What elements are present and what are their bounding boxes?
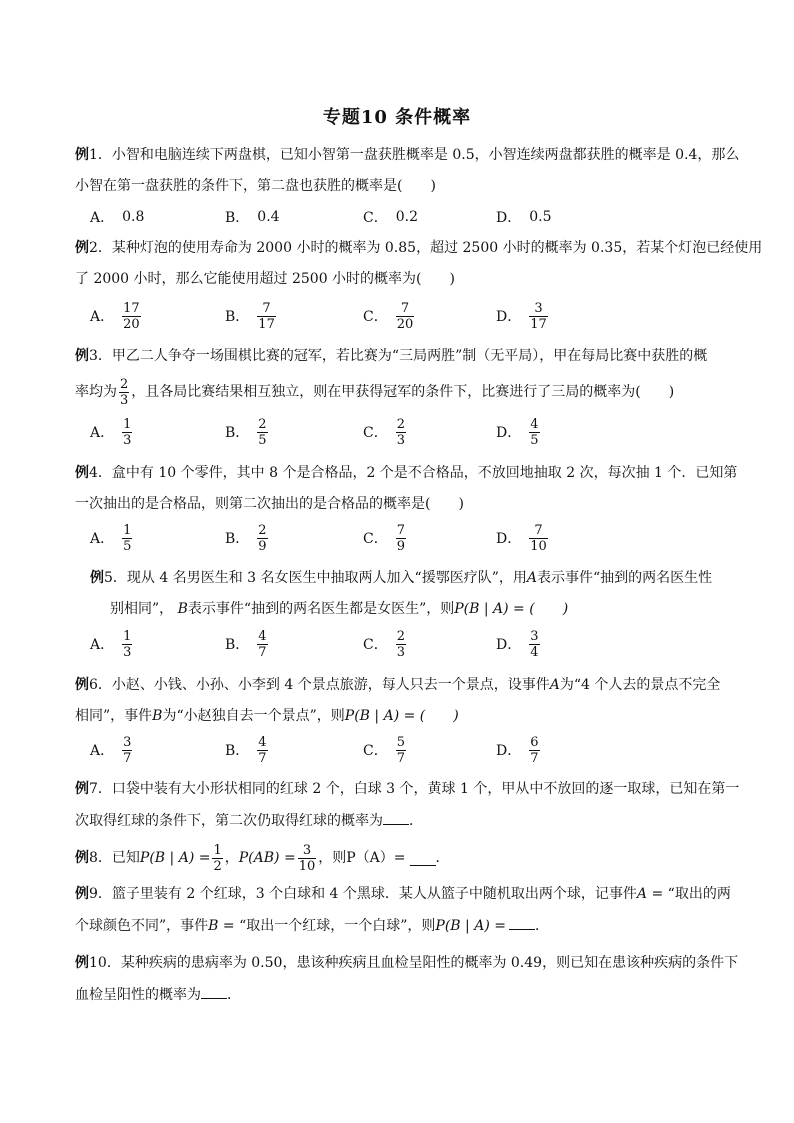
question-1 <box>75 145 740 196</box>
option-value: 0.4 <box>257 209 280 225</box>
denominator: 7 <box>258 750 267 766</box>
denominator: 3 <box>120 392 129 408</box>
question-3 <box>75 346 725 410</box>
question-text: 一次抽出的是合格品，则第二次抽出的是合格品的概率是( ) <box>75 496 464 512</box>
numerator: 4 <box>258 734 267 750</box>
option-fraction <box>396 417 406 448</box>
numerator: 4 <box>258 628 267 644</box>
question-text: ，则 <box>318 850 347 866</box>
question-label: 例 <box>90 570 104 586</box>
numerator: 2 <box>258 416 267 432</box>
question-number: 7． <box>89 781 112 797</box>
question-number: 4． <box>89 465 112 481</box>
options-2 <box>90 298 730 334</box>
question-text: 次取得红球的条件下，第二次仍取得红球的概率为 <box>75 813 383 829</box>
numerator: 7 <box>396 522 405 538</box>
question-text: 小赵、小钱、小孙、小李到 4 个景点旅游，每人只去一个景点，设事件 <box>111 677 550 693</box>
question-text: 小智在第一盘获胜的条件下，第二盘也获胜的概率是( ) <box>75 178 436 194</box>
question-text: 小智和电脑连续下两盘棋，已知小智第一盘获胜概率是 0.5，小智连续两盘都获胜的概率是 0.4，那么 <box>111 147 740 163</box>
question-number: 1． <box>89 147 112 163</box>
sentence-end: ． <box>409 813 423 829</box>
question-text: 现从 4 名男医生和 3 名女医生中抽取两人加入“援鄂医疗队”，用 <box>126 570 527 586</box>
option-d[interactable] <box>496 298 548 334</box>
option-key: C． <box>363 309 388 325</box>
question-label: 例 <box>75 240 89 256</box>
numerator: 3 <box>530 628 539 644</box>
event-a-symbol: A = <box>636 886 664 902</box>
probability-expression: P(B | A) = ( ) <box>344 708 459 724</box>
option-value: 0.2 <box>395 209 418 225</box>
option-fraction <box>122 629 132 660</box>
option-fraction <box>257 523 267 554</box>
option-c[interactable] <box>363 414 406 450</box>
denominator: 4 <box>530 644 539 660</box>
option-key: A． <box>90 210 115 226</box>
question-text: 了 2000 小时，那么它能使用超过 2500 小时的概率为( ) <box>75 271 455 287</box>
inline-fraction <box>298 843 317 874</box>
option-fraction <box>122 735 132 766</box>
options-5 <box>90 626 730 662</box>
denominator: 20 <box>123 316 140 332</box>
question-label: 例 <box>75 886 89 902</box>
question-text: ，且各局比赛结果相互独立，则在甲获得冠军的条件下，比赛进行了三局的概率为( ) <box>131 384 675 400</box>
option-fraction <box>122 301 141 332</box>
probability-expression: P(B | A) = ( ) <box>454 601 569 617</box>
question-text: 别相同”， <box>110 601 174 617</box>
sentence-end: ． <box>534 918 549 934</box>
option-a[interactable] <box>90 298 141 334</box>
option-value: 0.8 <box>122 209 145 225</box>
question-label: 例 <box>75 147 89 163</box>
option-key: C． <box>363 210 388 226</box>
question-text: 为“4 个人去的景点不完全 <box>559 677 721 693</box>
option-d[interactable] <box>496 199 552 235</box>
denominator: 9 <box>396 538 405 554</box>
option-fraction <box>529 417 539 448</box>
option-fraction <box>122 417 132 448</box>
question-8 <box>75 840 725 876</box>
option-b[interactable] <box>225 199 280 235</box>
event-b-symbol: B <box>152 708 163 724</box>
option-key: C． <box>363 425 388 441</box>
option-key: C． <box>363 637 388 653</box>
option-a[interactable] <box>90 732 132 768</box>
options-4 <box>90 520 730 556</box>
option-key: C． <box>363 743 388 759</box>
option-fraction <box>257 417 267 448</box>
question-6 <box>75 675 725 726</box>
option-c[interactable] <box>363 199 418 235</box>
numerator: 3 <box>302 842 312 858</box>
denominator: 7 <box>530 750 539 766</box>
option-key: A． <box>90 309 115 325</box>
answer-blank[interactable] <box>201 984 227 999</box>
option-b[interactable] <box>225 414 268 450</box>
denominator: 5 <box>530 432 539 448</box>
option-key: A． <box>90 637 115 653</box>
denominator: 10 <box>298 858 316 874</box>
question-label: 例 <box>75 677 89 693</box>
question-text: 率均为 <box>75 384 117 400</box>
question-number: 6． <box>89 677 112 693</box>
numerator: 6 <box>530 734 539 750</box>
option-key: A． <box>90 743 115 759</box>
probability-expression: P(B | A) = <box>139 850 211 866</box>
question-number: 9． <box>89 886 112 902</box>
numerator: 7 <box>534 522 543 538</box>
numerator: 1 <box>213 842 222 858</box>
option-key: B． <box>225 309 250 325</box>
option-d[interactable] <box>496 520 548 556</box>
numerator: 2 <box>258 522 267 538</box>
option-fraction <box>396 735 406 766</box>
numerator: 4 <box>530 416 539 432</box>
question-text: 已知 <box>111 850 140 866</box>
option-d[interactable] <box>496 414 540 450</box>
denominator: 7 <box>123 750 132 766</box>
question-text: 盒中有 10 个零件，其中 8 个是合格品，2 个是不合格品，不放回地抽取 2 次，每次抽 1 个．已知第 <box>111 465 738 481</box>
question-label: 例 <box>75 348 89 364</box>
option-value: 0.5 <box>529 209 552 225</box>
question-text: 某种灯泡的使用寿命为 2000 小时的概率为 0.85，超过 2500 小时的概率为 0.35，若某个灯泡已经使用 <box>111 240 763 256</box>
question-label: 例 <box>75 955 89 971</box>
option-b[interactable] <box>225 520 268 556</box>
options-3 <box>90 414 730 450</box>
numerator: 2 <box>396 628 405 644</box>
denominator: 5 <box>123 538 132 554</box>
inline-fraction <box>119 377 129 408</box>
option-fraction <box>529 523 548 554</box>
denominator: 3 <box>396 432 405 448</box>
option-key: D． <box>496 425 522 441</box>
option-c[interactable] <box>363 732 406 768</box>
option-key: D． <box>496 309 522 325</box>
option-key: A． <box>90 425 115 441</box>
option-d[interactable] <box>496 626 540 662</box>
answer-blank[interactable] <box>410 851 436 866</box>
numerator: 1 <box>123 416 132 432</box>
option-a[interactable] <box>90 414 132 450</box>
event-b-symbol: B = <box>208 918 235 934</box>
numerator: 3 <box>123 734 132 750</box>
option-b[interactable] <box>225 298 276 334</box>
option-c[interactable] <box>363 298 414 334</box>
option-c[interactable] <box>363 520 406 556</box>
probability-expression: P(B | A) = <box>435 918 506 934</box>
options-1 <box>90 199 730 235</box>
question-number: 5． <box>104 570 127 586</box>
numerator: 17 <box>123 300 140 316</box>
probability-expression: P（A）= <box>346 850 406 866</box>
numerator: 7 <box>400 300 410 316</box>
question-label: 例 <box>75 850 89 866</box>
event-b-symbol: B <box>177 601 188 617</box>
separator: ， <box>224 850 239 866</box>
question-text: “取出一个红球，一个白球”，则 <box>239 918 436 934</box>
numerator: 3 <box>534 300 543 316</box>
denominator: 10 <box>530 538 547 554</box>
numerator: 5 <box>396 734 405 750</box>
option-key: D． <box>496 637 522 653</box>
question-text: 表示事件“抽到的两名医生都是女医生”，则 <box>187 601 455 617</box>
option-key: B． <box>225 637 250 653</box>
question-10 <box>75 953 739 1004</box>
answer-blank[interactable] <box>509 915 535 930</box>
question-2 <box>75 238 763 289</box>
question-text: 某种疾病的患病率为 0.50，患该种疾病且血检呈阳性的概率为 0.49，则已知在患该种疾病的条件下 <box>120 955 739 971</box>
denominator: 3 <box>396 644 405 660</box>
option-fraction <box>529 735 539 766</box>
question-5 <box>90 568 740 619</box>
option-fraction <box>122 523 132 554</box>
numerator: 2 <box>396 416 405 432</box>
option-b[interactable] <box>225 626 268 662</box>
question-number: 10． <box>89 955 121 971</box>
question-number: 8． <box>89 850 112 866</box>
option-fraction <box>257 735 267 766</box>
option-key: C． <box>363 531 388 547</box>
question-text: 甲乙二人争夺一场围棋比赛的冠军，若比赛为“三局两胜”制（无平局），甲在每局比赛中获胜的概 <box>111 348 708 364</box>
denominator: 17 <box>258 316 275 332</box>
option-fraction <box>396 301 415 332</box>
option-key: B． <box>225 743 250 759</box>
sentence-end: ． <box>227 987 241 1003</box>
option-a[interactable] <box>90 199 144 235</box>
option-key: D． <box>496 531 522 547</box>
option-key: B． <box>225 210 250 226</box>
answer-blank[interactable] <box>383 810 409 825</box>
question-label: 例 <box>75 781 89 797</box>
question-text: “取出的两 <box>667 886 731 902</box>
probability-expression: P(AB) = <box>238 850 296 866</box>
question-7 <box>75 779 740 830</box>
option-fraction <box>529 629 539 660</box>
numerator: 2 <box>120 376 129 392</box>
option-fraction <box>396 629 406 660</box>
numerator: 1 <box>123 522 132 538</box>
option-key: D． <box>496 210 522 226</box>
denominator: 17 <box>530 316 547 332</box>
question-9 <box>75 884 731 935</box>
denominator: 9 <box>258 538 267 554</box>
question-text: 相同”，事件 <box>75 708 153 724</box>
denominator: 2 <box>213 858 222 874</box>
option-fraction <box>529 301 548 332</box>
denominator: 7 <box>396 750 405 766</box>
question-label: 例 <box>75 465 89 481</box>
denominator: 3 <box>123 644 132 660</box>
option-c[interactable] <box>363 626 406 662</box>
question-text: 个球颜色不同”，事件 <box>75 918 209 934</box>
option-b[interactable] <box>225 732 268 768</box>
denominator: 3 <box>123 432 132 448</box>
options-6 <box>90 732 730 768</box>
option-key: A． <box>90 531 115 547</box>
question-number: 3． <box>89 348 112 364</box>
question-4 <box>75 463 738 514</box>
question-text: 口袋中装有大小形状相同的红球 2 个，白球 3 个，黄球 1 个，甲从中不放回的逐一取球，已知在第一 <box>111 781 740 797</box>
event-a-symbol: A <box>526 570 537 586</box>
option-fraction <box>257 301 276 332</box>
question-text: 篮子里装有 2 个红球，3 个白球和 4 个黑球．某人从篮子中随机取出两个球，记事件 <box>111 886 637 902</box>
denominator: 5 <box>258 432 267 448</box>
option-fraction <box>396 523 406 554</box>
event-a-symbol: A <box>549 677 560 693</box>
option-key: B． <box>225 531 250 547</box>
question-text: 为“小赵独自去一个景点”，则 <box>162 708 345 724</box>
numerator: 7 <box>262 300 271 316</box>
question-text: 血检呈阳性的概率为 <box>75 987 201 1003</box>
numerator: 1 <box>123 628 132 644</box>
option-key: D． <box>496 743 522 759</box>
question-number: 2． <box>89 240 112 256</box>
page-title: 专题10 条件概率 <box>322 107 472 128</box>
option-d[interactable] <box>496 732 540 768</box>
option-a[interactable] <box>90 520 132 556</box>
sentence-end: ． <box>435 850 450 866</box>
denominator: 7 <box>258 644 267 660</box>
denominator: 20 <box>396 316 414 332</box>
inline-fraction <box>212 843 222 874</box>
question-text: 表示事件“抽到的两名医生性 <box>536 570 713 586</box>
option-fraction <box>257 629 267 660</box>
option-key: B． <box>225 425 250 441</box>
option-a[interactable] <box>90 626 132 662</box>
